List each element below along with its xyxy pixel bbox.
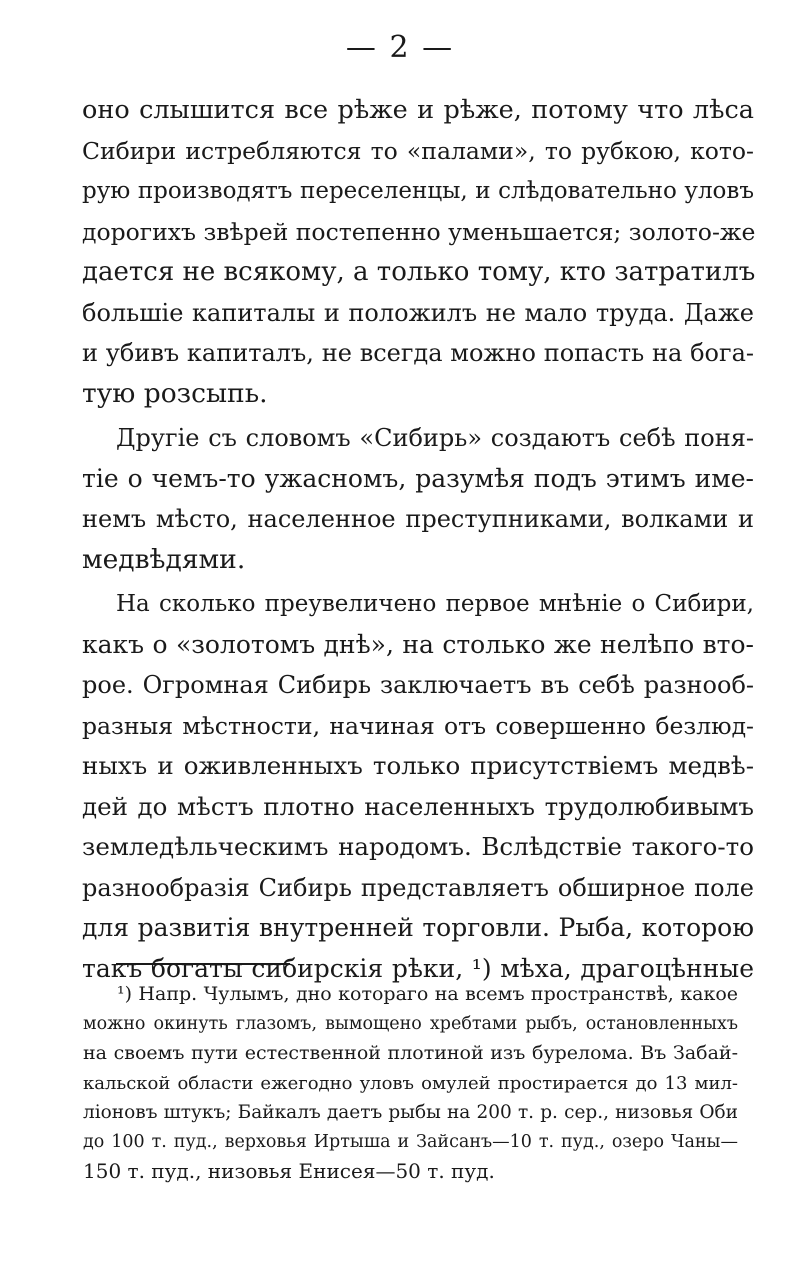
paragraph-3 — [82, 584, 754, 989]
main-text — [82, 90, 754, 989]
text-line: тую розсыпь. — [82, 377, 268, 409]
text-line: дей до мѣстъ плотно населенныхъ трудолюбивымъ — [82, 791, 754, 821]
text-line: рое. Огромная Сибирь заключаетъ въ себѣ разнооб- — [82, 671, 754, 699]
text-line: На сколько преувеличено первое мнѣніе о Сибири, — [116, 591, 754, 617]
text-line: разнообразія Сибирь представляетъ обширное поле — [82, 873, 754, 902]
text-line: оно слышится все рѣже и рѣже, потому что лѣса — [82, 95, 754, 125]
text-line: немъ мѣсто, населенное преступниками, волками и — [82, 505, 754, 533]
text-line: и убивъ капиталъ, не всегда можно попасть на бога- — [82, 339, 754, 367]
text-line: Другіе съ словомъ «Сибирь» создаютъ себѣ поня- — [116, 424, 754, 452]
page-number: — 2 — — [345, 30, 455, 65]
text-line: рую производятъ переселенцы, и слѣдовательно уловъ — [82, 178, 754, 204]
footnote-line: ¹) Напр. Чулымъ, дно котораго на всемъ пространствѣ, какое — [117, 983, 738, 1005]
paragraph-1 — [82, 90, 754, 414]
footnote — [83, 980, 738, 1187]
text-line: для развитія внутренней торговли. Рыба, которою — [82, 913, 754, 942]
text-line: такъ богаты сибирскія рѣки, ¹) мѣха, драгоцѣнные — [82, 953, 754, 983]
footnote-line: на своемъ пути естественной плотиной изъ бурелома. Въ Забай- — [83, 1042, 738, 1064]
text-line: Сибири истребляются то «палами», то рубкою, кото- — [82, 136, 754, 165]
text-line: большіе капиталы и положилъ не мало труда. Даже — [82, 298, 754, 327]
text-line: разныя мѣстности, начиная отъ совершенно безлюд- — [82, 711, 754, 740]
paragraph-2 — [82, 418, 754, 580]
text-line: ныхъ и оживленныхъ только присутствіемъ медвѣ- — [82, 751, 754, 780]
text-line: земледѣльческимъ народомъ. Вслѣдствіе такого-то — [82, 832, 754, 861]
text-line: тіе о чемъ-то ужасномъ, разумѣя подъ этимъ име- — [82, 463, 754, 493]
text-line: дается не всякому, а только тому, кто затратилъ — [82, 257, 756, 287]
text-line: какъ о «золотомъ днѣ», на столько же нелѣпо вто- — [82, 629, 754, 659]
text-line: медвѣдями. — [82, 543, 246, 575]
text-line: дорогихъ звѣрей постепенно уменьшается; золото-же — [82, 217, 756, 246]
footnote-line: до 100 т. пуд., верховья Иртыша и Зайсанъ—10 т. пуд., озеро Чаны— — [83, 1131, 738, 1152]
footnote-line: кальской области ежегодно уловъ омулей простирается до 13 мил- — [83, 1072, 738, 1094]
footnote-line: 150 т. пуд., низовья Енисея—50 т. пуд. — [83, 1159, 495, 1183]
footnote-line: ліоновъ штукъ; Байкалъ даетъ рыбы на 200 т. р. сер., низовья Оби — [83, 1102, 738, 1123]
footnote-divider — [116, 963, 290, 965]
footnote-line: можно окинуть глазомъ, вымощено хребтами рыбъ, остановленныхъ — [83, 1013, 738, 1034]
